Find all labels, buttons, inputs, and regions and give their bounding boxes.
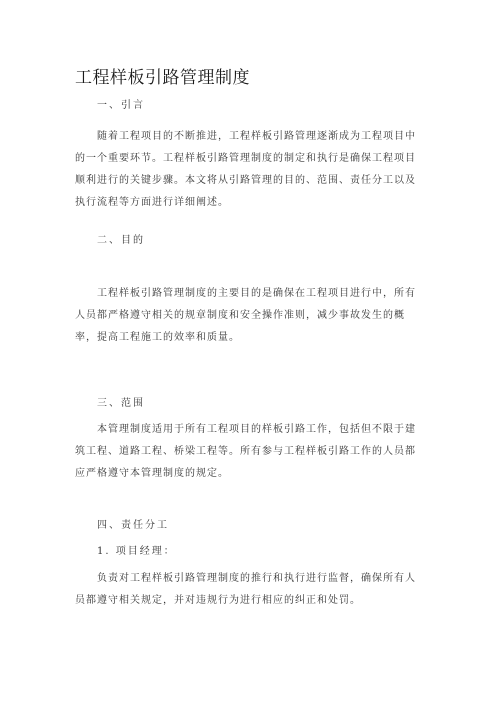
section-paragraph-scope: 本管理制度适用于所有工程项目的样板引路工作，包括但不限于建筑工程、道路工程、桥梁工程等。所有参与工程样板引路工作的人员都应严格遵守本管理制度的规定。	[75, 424, 416, 479]
section-paragraph-purpose: 工程样板引路管理制度的主要目的是确保在工程项目进行中，所有人员都严格遵守相关的规章制度和安全操作准则，减少事故发生的概率，提高工程施工的效率和质量。	[75, 288, 416, 343]
section-heading-intro: 一、引言	[97, 100, 145, 111]
section-paragraph-intro: 随着工程项目的不断推进，工程样板引路管理逐渐成为工程项目中的一个重要环节。工程样板引路管理制度的制定和执行是确保工程项目顺利进行的关键步骤。本文将从引路管理的目的、范围、责任分工以及执行流程等方面进行详细阐述。	[75, 131, 416, 208]
document-title: 工程样板引路管理制度	[75, 68, 250, 88]
sub-item-paragraph: 负责对工程样板引路管理制度的推行和执行进行监督，确保所有人员都遵守相关规定，并对违规行为进行相应的纠正和处罚。	[75, 573, 416, 606]
section-heading-purpose: 二、目的	[97, 235, 145, 246]
section-heading-responsibility: 四、责任分工	[97, 520, 169, 531]
section-heading-scope: 三、范围	[97, 398, 145, 409]
sub-item-label: 1. 项目经理：	[97, 546, 176, 557]
